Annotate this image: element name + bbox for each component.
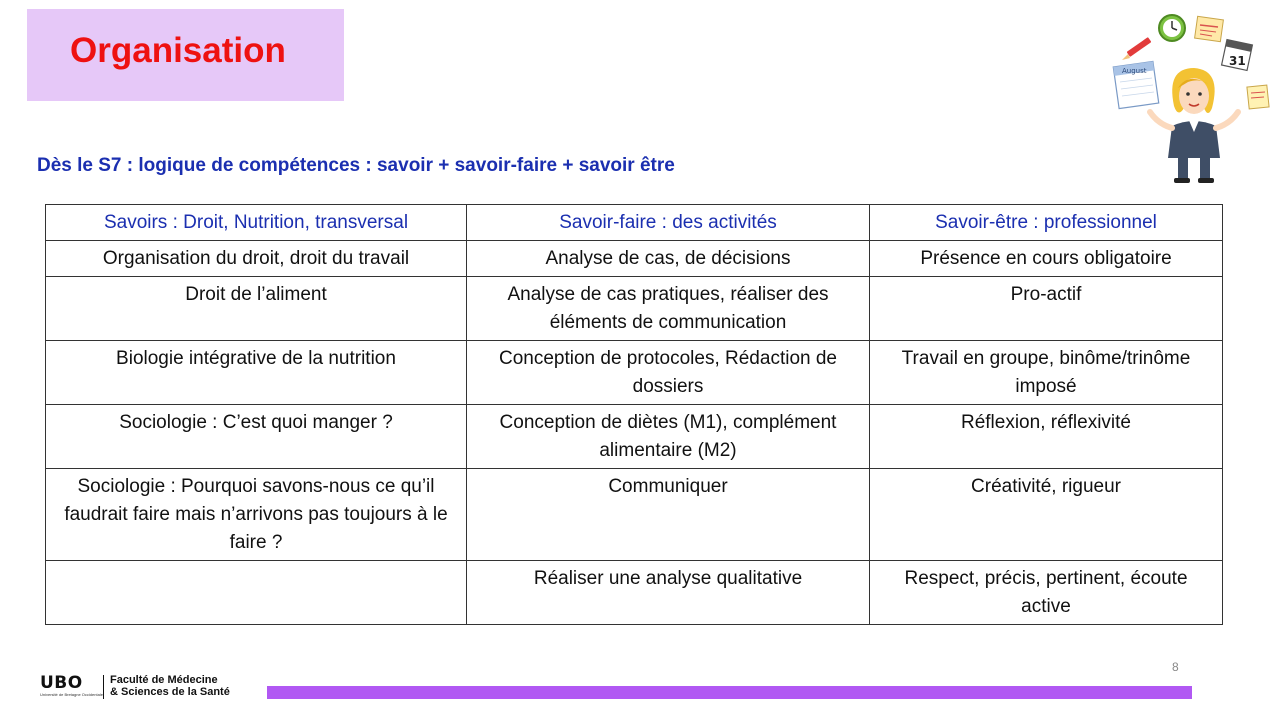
table-cell: Biologie intégrative de la nutrition — [46, 341, 467, 405]
logo-separator — [103, 675, 104, 699]
pencil-icon — [1122, 37, 1151, 60]
footer-bar — [267, 686, 1192, 699]
slide-title: Organisation — [70, 31, 286, 70]
table-cell: Travail en groupe, binôme/trinôme imposé — [870, 341, 1223, 405]
faculty-line-2: & Sciences de la Santé — [110, 686, 230, 698]
competences-table — [45, 204, 1223, 625]
sticky-note-icon — [1247, 85, 1269, 109]
calendar-month-text: August — [1122, 67, 1147, 75]
ubo-logo-text: UBO — [40, 673, 83, 693]
table-cell: Droit de l’aliment — [46, 277, 467, 341]
faculty-line-1: Faculté de Médecine — [110, 674, 218, 686]
calendar-month-icon — [1113, 61, 1158, 108]
table-cell: Analyse de cas, de décisions — [467, 241, 870, 277]
header-savoirs: Savoirs : Droit, Nutrition, transversal — [46, 205, 467, 241]
table-cell: Communiquer — [467, 469, 870, 561]
page-number: 8 — [1172, 660, 1179, 674]
juggling-woman-illustration — [1108, 8, 1272, 184]
table-cell: Conception de diètes (M1), complément alimentaire (M2) — [467, 405, 870, 469]
header-savoir-faire: Savoir-faire : des activités — [467, 205, 870, 241]
meeting-note-icon — [1195, 16, 1224, 41]
title-box — [27, 9, 344, 101]
table-row — [46, 405, 1223, 469]
table-cell: Réaliser une analyse qualitative — [467, 561, 870, 625]
table-row — [46, 469, 1223, 561]
table-cell: Respect, précis, pertinent, écoute active — [870, 561, 1223, 625]
slide-subtitle: Dès le S7 : logique de compétences : savoir + savoir-faire + savoir être — [37, 155, 675, 176]
table-cell — [46, 561, 467, 625]
table-cell: Pro-actif — [870, 277, 1223, 341]
calendar-day-text: 31 — [1229, 54, 1246, 68]
ubo-faculty-logo — [40, 673, 270, 703]
faculty-name — [110, 674, 230, 698]
header-savoir-etre: Savoir-être : professionnel — [870, 205, 1223, 241]
ubo-logo-subtext: Université de Bretagne Occidentale — [40, 692, 103, 697]
calendar-day-icon — [1222, 40, 1253, 71]
table-row — [46, 561, 1223, 625]
table-cell: Présence en cours obligatoire — [870, 241, 1223, 277]
table-row — [46, 341, 1223, 405]
table-cell: Sociologie : Pourquoi savons-nous ce qu’il faudrait faire mais n’arrivons pas toujours à le faire ? — [46, 469, 467, 561]
table-cell: Organisation du droit, droit du travail — [46, 241, 467, 277]
table-header-row — [46, 205, 1223, 241]
table-cell: Sociologie : C’est quoi manger ? — [46, 405, 467, 469]
table-cell: Créativité, rigueur — [870, 469, 1223, 561]
table-row — [46, 277, 1223, 341]
table-cell: Conception de protocoles, Rédaction de dossiers — [467, 341, 870, 405]
table-cell: Analyse de cas pratiques, réaliser des éléments de communication — [467, 277, 870, 341]
table-row — [46, 241, 1223, 277]
table-cell: Réflexion, réflexivité — [870, 405, 1223, 469]
clock-icon — [1159, 15, 1185, 41]
woman-figure — [1150, 68, 1238, 183]
